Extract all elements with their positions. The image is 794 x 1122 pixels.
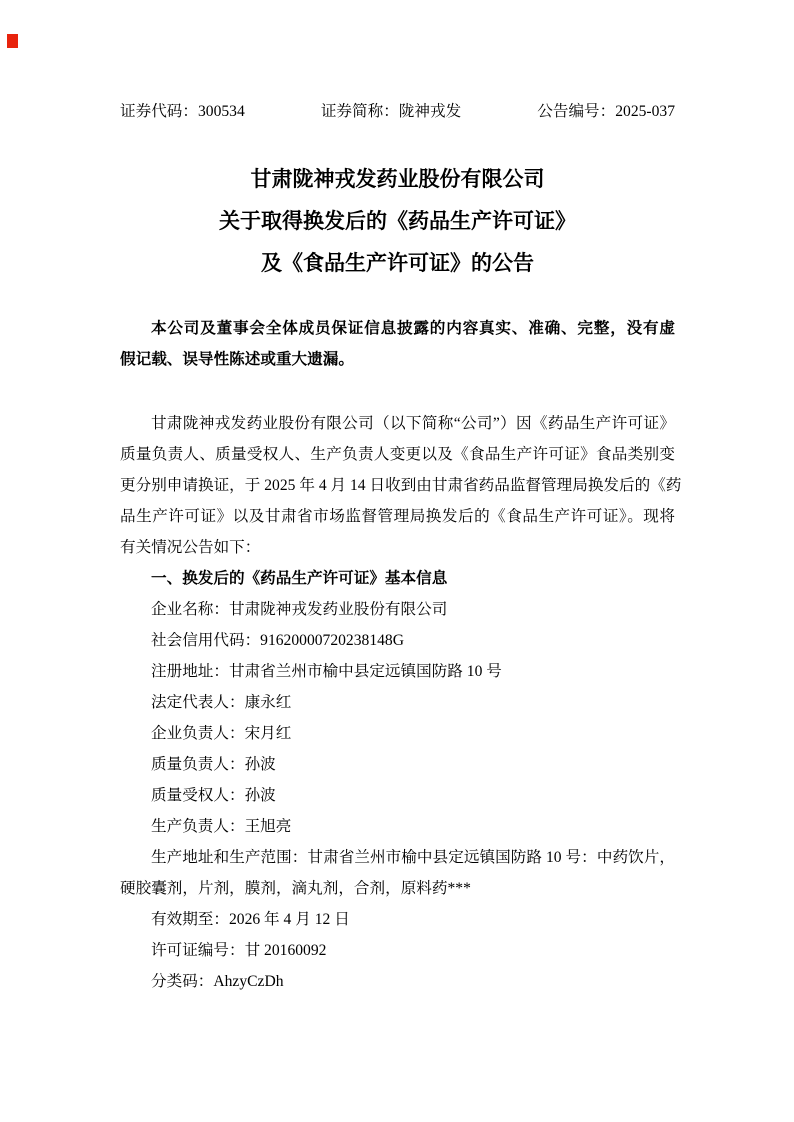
body-line: 生产负责人：王旭亮 [151,818,292,835]
body-line: 生产地址和生产范围：甘肃省兰州市榆中县定远镇国防路 10 号：中药饮片， [151,849,675,866]
document-title [120,159,675,285]
body-line: 甘肃陇神戎发药业股份有限公司（以下简称“公司”）因《药品生产许可证》 [151,415,675,432]
body-line: 有效期至：2026 年 4 月 12 日 [151,911,350,928]
body-line: 硬胶囊剂，片剂，膜剂，滴丸剂，合剂，原料药*** [120,880,471,897]
announcement-number: 公告编号：2025-037 [537,103,675,120]
body-line: 企业名称：甘肃陇神戎发药业股份有限公司 [151,601,448,618]
section-heading: 一、换发后的《药品生产许可证》基本信息 [151,570,448,587]
body-line: 分类码：AhzyCzDh [151,973,284,990]
declaration-line: 本公司及董事会全体成员保证信息披露的内容真实、准确、完整，没有虚 [151,320,675,337]
body-line: 有关情况公告如下： [120,539,261,556]
document-title-line: 及《食品生产许可证》的公告 [261,252,534,275]
document-title-line: 关于取得换发后的《药品生产许可证》 [219,210,576,233]
body-line: 质量负责人：孙波 [151,756,276,773]
red-marker [7,34,18,48]
stock-abbreviation: 证券简称：陇神戎发 [320,103,462,120]
document-header [120,96,675,127]
document-title-line: 甘肃陇神戎发药业股份有限公司 [250,168,545,191]
body-line: 企业负责人：宋月红 [151,725,292,742]
body-line: 注册地址：甘肃省兰州市榆中县定远镇国防路 10 号 [151,663,502,680]
declaration-line: 假记载、误导性陈述或重大遗漏。 [120,351,354,368]
body-line: 质量负责人、质量受权人、生产负责人变更以及《食品生产许可证》食品类别变 [120,446,675,463]
body-line: 更分别申请换证，于 2025 年 4 月 14 日收到由甘肃省药品监督管理局换发后的《药 [120,477,682,494]
body-line: 社会信用代码：91620000720238148G [151,632,404,649]
body-line: 品生产许可证》以及甘肃省市场监督管理局换发后的《食品生产许可证》。现将 [120,508,675,525]
declaration-paragraph [120,313,675,375]
stock-code: 证券代码：300534 [120,103,245,120]
body-line: 质量受权人：孙波 [151,787,276,804]
body-line: 许可证编号：甘 20160092 [151,942,327,959]
document-body [120,408,682,997]
body-line: 法定代表人：康永红 [151,694,292,711]
